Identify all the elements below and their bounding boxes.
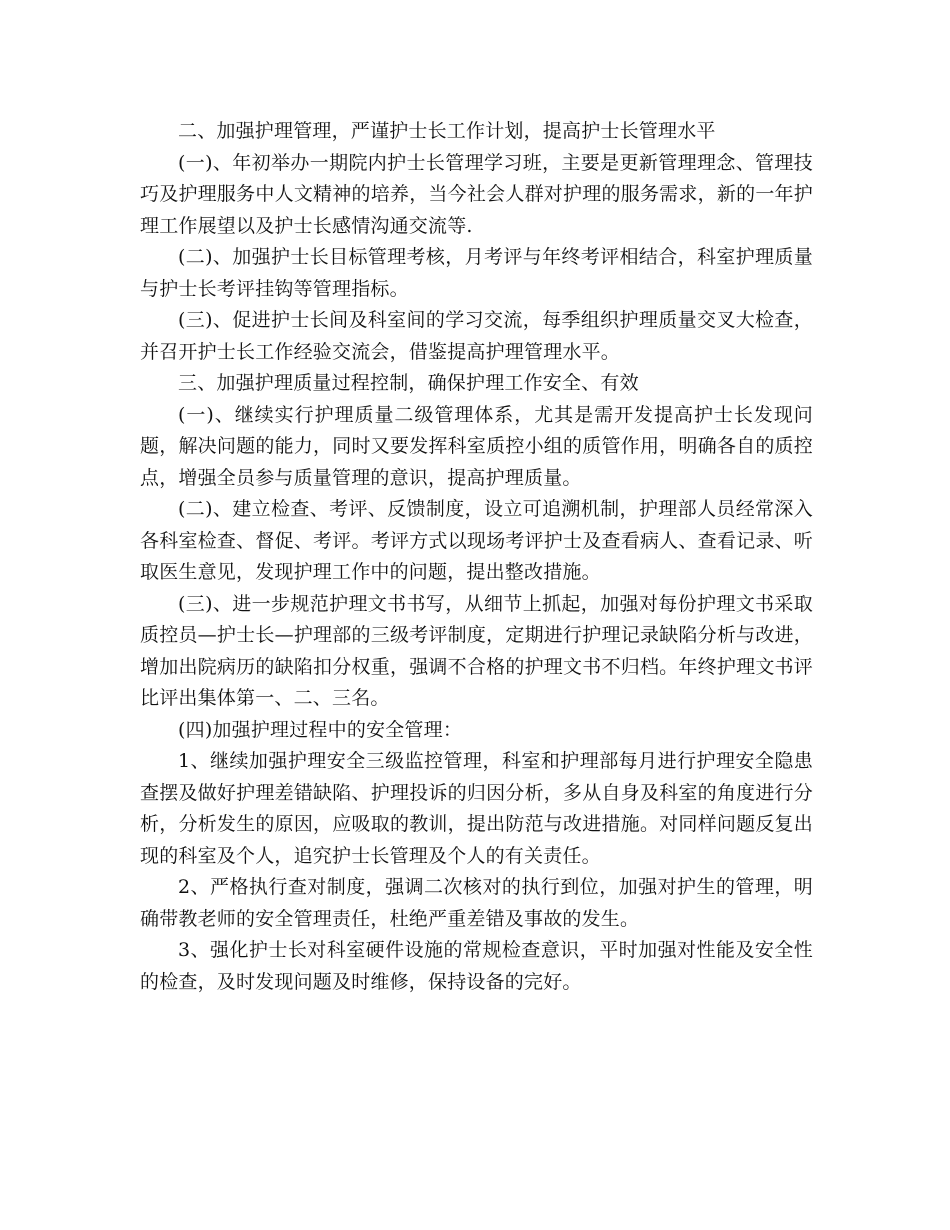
paragraph-2-2: (二)、加强护士长目标管理考核，月考评与年终考评相结合，科室护理质量与护士长考评挂钩等管理指标。	[140, 246, 813, 300]
paragraph-2-3: (三)、促进护士长间及科室间的学习交流，每季组织护理质量交叉大检查，并召开护士长工作经验交流会，借鉴提高护理管理水平。	[140, 309, 813, 363]
paragraph-2-1: (一)、年初举办一期院内护士长管理学习班，主要是更新管理理念、管理技巧及护理服务中人文精神的培养，当今社会人群对护理的服务需求，新的一年护理工作展望以及护士长感情沟通交流等.	[140, 151, 813, 237]
subsection-heading-3-4: (四)加强护理过程中的安全管理：	[178, 718, 463, 741]
paragraph-3-4-1: 1、继续加强护理安全三级监控管理，科室和护理部每月进行护理安全隐患查摆及做好护理差错缺陷、护理投诉的归因分析，多从自身及科室的角度进行分析，分析发生的原因，应吸取的教训，提出防范与改进措施。对同样问题反复出现的科室及个人，追究护士长管理及个人的有关责任。	[140, 750, 813, 867]
paragraph-3-4-2: 2、严格执行查对制度，强调二次核对的执行到位，加强对护生的管理，明确带教老师的安全管理责任，杜绝严重差错及事故的发生。	[140, 876, 813, 930]
paragraph-3-1: (一)、继续实行护理质量二级管理体系，尤其是需开发提高护士长发现问题，解决问题的能力，同时又要发挥科室质控小组的质管作用，明确各自的质控点，增强全员参与质量管理的意识，提高护理质量。	[140, 403, 813, 489]
section-heading-2: 二、加强护理管理，严谨护士长工作计划，提高护士长管理水平	[178, 120, 716, 142]
paragraph-3-4-3: 3、强化护士长对科室硬件设施的常规检查意识，平时加强对性能及安全性的检查，及时发现问题及时维修，保持设备的完好。	[140, 939, 813, 993]
paragraph-3-2: (二)、建立检查、考评、反馈制度，设立可追溯机制，护理部人员经常深入各科室检查、督促、考评。考评方式以现场考评护士及查看病人、查看记录、听取医生意见，发现护理工作中的问题，提出整改措施。	[140, 498, 813, 583]
section-heading-3: 三、加强护理质量过程控制，确保护理工作安全、有效	[178, 372, 639, 394]
document-body	[140, 116, 813, 998]
paragraph-3-3: (三)、进一步规范护理文书书写，从细节上抓起，加强对每份护理文书采取质控员—护士长—护理部的三级考评制度，定期进行护理记录缺陷分析与改进，增加出院病历的缺陷扣分权重，强调不合格的护理文书不归档。年终护理文书评比评出集体第一、二、三名。	[140, 592, 813, 709]
